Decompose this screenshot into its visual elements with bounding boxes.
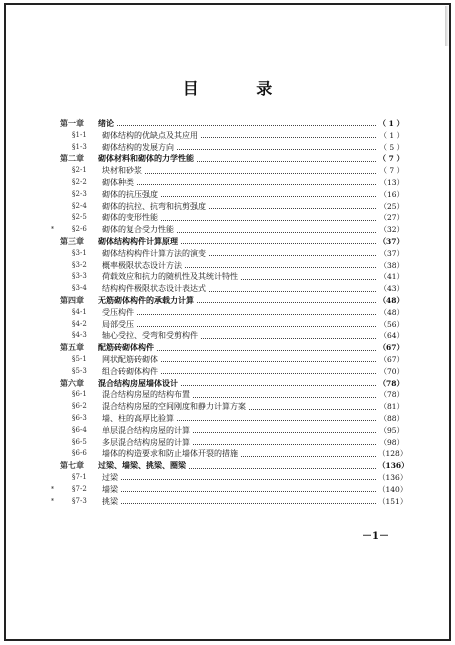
dot-leader (181, 385, 376, 386)
section-heading: 挑梁 (102, 496, 118, 506)
section-heading: 轴心受拉、受弯和受剪构件 (102, 331, 198, 341)
section-number: §6-2 (72, 402, 87, 411)
dot-leader (209, 208, 376, 209)
dot-leader (209, 255, 376, 256)
dot-leader (189, 468, 376, 469)
section-heading: 网状配筋砖砌体 (102, 354, 158, 364)
chapter-number: 第二章 (60, 153, 84, 164)
section-heading: 砌体的复合受力性能 (102, 225, 174, 235)
toc-section-row (60, 165, 404, 177)
toc-page-number: （136） (378, 461, 409, 471)
dot-leader (137, 314, 376, 315)
toc-page-number: （56） (379, 319, 404, 329)
toc-section-row (60, 448, 408, 460)
dot-leader (241, 279, 376, 280)
toc-page-number: （140） (378, 484, 408, 494)
dot-leader (201, 137, 376, 138)
dot-leader (177, 232, 376, 233)
toc-section-row (60, 130, 404, 142)
page-number: －1－ (362, 531, 389, 542)
chapter-number: 第六章 (60, 377, 84, 388)
dot-leader (161, 361, 376, 362)
toc-section-row (60, 307, 404, 319)
toc-page-number: （88） (379, 413, 404, 423)
toc-page-number: （ 7 ） (379, 166, 404, 176)
toc-page-number: （48） (379, 307, 404, 317)
toc-page-number: （ 7 ） (378, 154, 404, 164)
chapter-heading: 无筋砌体构件的承载力计算 (98, 294, 194, 305)
dot-leader (193, 444, 376, 445)
toc-section-row (60, 437, 404, 449)
dot-leader (201, 338, 376, 339)
chapter-number: 第五章 (60, 342, 84, 353)
toc-section-row (60, 177, 404, 189)
chapter-heading: 砌体结构构件计算原理 (98, 235, 178, 246)
toc-section-row (60, 330, 404, 342)
dot-leader (193, 397, 376, 398)
toc-section-row (51, 496, 408, 508)
section-heading: 块材和砂浆 (102, 166, 142, 176)
section-number: §3-3 (72, 272, 87, 281)
toc-section-row (60, 401, 404, 413)
section-heading: 墙、柱的高厚比验算 (102, 413, 174, 423)
section-number: §6-1 (72, 390, 87, 399)
toc-page-number: （16） (379, 189, 404, 199)
toc-page-number: （ 1 ） (379, 130, 404, 140)
dot-leader (137, 184, 376, 185)
section-heading: 砌体的抗压强度 (102, 189, 158, 199)
dot-leader (197, 161, 376, 162)
optional-marker: * (51, 497, 54, 505)
chapter-number: 第四章 (60, 294, 84, 305)
toc-page-number: （67） (379, 354, 404, 364)
toc-page-number: （ 1 ） (378, 119, 404, 128)
page-border-top (4, 3, 451, 5)
toc-page-number: （70） (379, 366, 404, 376)
dot-leader (181, 243, 376, 244)
section-heading: 墙梁 (102, 484, 118, 494)
toc-page-number: （81） (379, 402, 404, 412)
chapter-heading: 绪论 (98, 118, 114, 128)
dot-leader (241, 456, 376, 457)
section-number: §2-5 (72, 213, 87, 222)
section-heading: 组合砖砌体构件 (102, 366, 158, 376)
table-of-contents (51, 118, 409, 507)
dot-leader (177, 149, 376, 150)
section-heading: 混合结构房屋的空间刚度和静力计算方案 (102, 402, 246, 412)
chapter-number: 第一章 (60, 118, 84, 128)
dot-leader (145, 173, 376, 174)
section-number: §5-1 (72, 354, 87, 363)
section-number: §7-2 (72, 484, 87, 493)
section-heading: 概率极限状态设计方法 (102, 260, 182, 270)
toc-page-number: （151） (378, 496, 408, 506)
dot-leader (249, 409, 376, 410)
section-heading: 局部受压 (102, 319, 134, 329)
section-heading: 多层混合结构房屋的计算 (102, 437, 190, 447)
section-number: §2-1 (72, 166, 87, 175)
scan-shadow (445, 6, 449, 46)
toc-page-number: （78） (378, 378, 404, 388)
dot-leader (161, 220, 376, 221)
chapter-heading: 配筋砖砌体构件 (98, 342, 154, 353)
dot-leader (157, 350, 376, 351)
dot-leader (197, 302, 376, 303)
toc-section-row (60, 319, 404, 331)
chapter-number: 第七章 (60, 460, 84, 471)
dot-leader (117, 125, 376, 126)
page-border-bottom (4, 639, 451, 641)
toc-section-row (51, 484, 408, 496)
toc-page-number: （67） (378, 343, 404, 353)
toc-page-number: （136） (378, 472, 408, 482)
toc-chapter-row (60, 236, 404, 248)
section-heading: 过梁 (102, 472, 118, 482)
toc-section-row (60, 472, 408, 484)
toc-section-row (60, 425, 404, 437)
toc-section-row (60, 248, 404, 260)
dot-leader (161, 196, 376, 197)
toc-page-number: （41） (379, 272, 404, 282)
section-heading: 砌体的抗拉、抗弯和抗剪强度 (102, 201, 206, 211)
toc-page-number: （37） (379, 248, 404, 258)
section-number: §2-3 (72, 189, 87, 198)
chapter-number: 第三章 (60, 235, 84, 246)
toc-section-row (60, 142, 404, 154)
section-number: §1-1 (72, 130, 87, 139)
section-heading: 单层混合结构房屋的计算 (102, 425, 190, 435)
toc-section-row (60, 189, 404, 201)
toc-section-row (60, 413, 404, 425)
dot-leader (161, 373, 376, 374)
dot-leader (177, 420, 376, 421)
dot-leader (121, 503, 376, 504)
toc-chapter-row (60, 153, 404, 165)
section-number: §2-4 (72, 201, 87, 210)
toc-chapter-row (60, 342, 404, 354)
section-number: §1-3 (72, 142, 87, 151)
toc-page-number: （78） (379, 390, 404, 400)
toc-section-row (60, 260, 404, 272)
section-number: §2-2 (72, 177, 87, 186)
toc-page-number: （98） (379, 437, 404, 447)
page-title: 目 录 (182, 79, 299, 98)
toc-chapter-row (60, 295, 404, 307)
section-number: §6-6 (72, 449, 87, 458)
toc-section-row (60, 212, 404, 224)
section-number: §6-3 (72, 413, 87, 422)
toc-page-number: （43） (379, 284, 404, 294)
toc-page-number: （128） (378, 449, 408, 459)
section-heading: 受压构件 (102, 307, 134, 317)
toc-page-number: （48） (378, 295, 404, 305)
section-number: §5-3 (72, 366, 87, 375)
section-heading: 砌体结构的优缺点及其应用 (102, 130, 198, 140)
toc-section-row (60, 283, 404, 295)
section-number: §7-3 (72, 496, 87, 505)
toc-section-row (60, 271, 404, 283)
toc-chapter-row (60, 460, 409, 472)
section-heading: 砌体结构的发展方向 (102, 142, 174, 152)
dot-leader (209, 291, 376, 292)
section-heading: 砌体的变形性能 (102, 213, 158, 223)
chapter-heading: 砌体材料和砌体的力学性能 (98, 153, 194, 164)
toc-page-number: （95） (379, 425, 404, 435)
section-number: §6-5 (72, 437, 87, 446)
dot-leader (185, 267, 376, 268)
dot-leader (137, 326, 376, 327)
chapter-heading: 混合结构房屋墙体设计 (98, 377, 178, 388)
dot-leader (121, 479, 376, 480)
section-heading: 混合结构房屋的结构布置 (102, 390, 190, 400)
dot-leader (121, 491, 376, 492)
toc-section-row (60, 389, 404, 401)
toc-page-number: （ 5 ） (379, 142, 404, 152)
toc-section-row (51, 224, 404, 236)
section-heading: 结构构件极限状态设计表达式 (102, 284, 206, 294)
section-number: §7-1 (72, 472, 87, 481)
chapter-heading: 过梁、墙梁、挑梁、圈梁 (98, 460, 186, 471)
section-number: §4-2 (72, 319, 87, 328)
section-number: §4-1 (72, 307, 87, 316)
toc-page-number: （13） (379, 177, 404, 187)
section-number: §6-4 (72, 425, 87, 434)
section-number: §4-3 (72, 331, 87, 340)
toc-page-number: （32） (379, 225, 404, 235)
toc-section-row (60, 354, 404, 366)
toc-page-number: （64） (379, 331, 404, 341)
optional-marker: * (51, 485, 54, 493)
toc-section-row (60, 366, 404, 378)
section-number: §3-2 (72, 260, 87, 269)
toc-page-number: （27） (379, 213, 404, 223)
toc-section-row (60, 201, 404, 213)
section-heading: 墙体的构造要求和防止墙体开裂的措施 (102, 449, 238, 459)
section-number: §3-4 (72, 284, 87, 293)
section-number: §2-6 (72, 225, 87, 234)
toc-page-number: （37） (378, 236, 404, 246)
toc-chapter-row (60, 118, 404, 130)
toc-chapter-row (60, 378, 404, 390)
section-heading: 砌体种类 (102, 177, 134, 187)
optional-marker: * (51, 226, 54, 234)
toc-page-number: （25） (379, 201, 404, 211)
toc-page-number: （38） (379, 260, 404, 270)
dot-leader (193, 432, 376, 433)
section-heading: 砌体结构构件计算方法的演变 (102, 248, 206, 258)
section-number: §3-1 (72, 248, 87, 257)
section-heading: 荷载效应和抗力的随机性及其统计特性 (102, 272, 238, 282)
